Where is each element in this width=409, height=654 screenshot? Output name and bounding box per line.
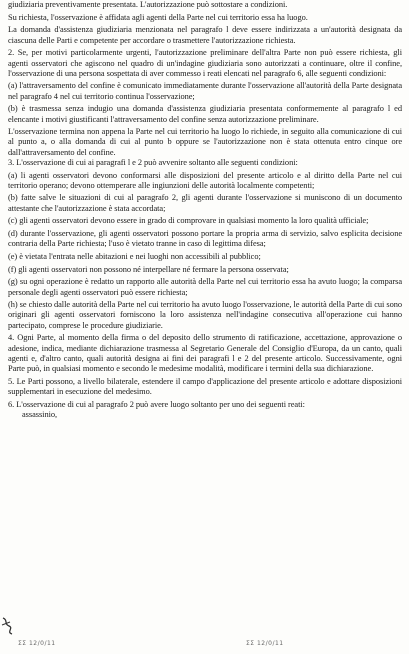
page-stamp-left: ΣΣ 12/0/11 <box>18 640 56 647</box>
item-3h: (h) se chiesto dalle autorità della Parte nel cui territorio ha avuto luogo l'osservazione, le autorità della Parte di cui sono originari gli agenti osservatori forniscono la loro assistenza nell'indagine consecutiva all'operazione cui hanno partecipato, comprese le procedure giudiziarie. <box>8 300 403 330</box>
page-stamp-right: ΣΣ 12/0/11 <box>246 640 284 647</box>
paragraph-2-urgent: 2. Se, per motivi particolarmente urgenti, l'autorizzazione preliminare dell'altra Parte non può essere richiesta, gli agenti osservatori che agiscono nel quadro di un'indagine giudiziaria sono autorizzati a continuare, oltre il confine, l'osservazione di una persona sospettata di aver commesso i reati elencati nel paragrafo 6, alle seguenti condizioni: <box>8 48 402 78</box>
item-3d: (d) durante l'osservazione, gli agenti osservatori possono portare la propria arma di servizio, salvo esplicita decisione contraria della Parte richiesta; l'uso è vietato tranne in caso di legittima difesa; <box>8 229 402 249</box>
offence-list-item: assassinio, <box>22 409 58 419</box>
paragraph-observation-ends: L'osservazione termina non appena la Parte nel cui territorio ha luogo lo richiede, in seguito alla comunicazione di cui al punto a, o alla domanda di cui al punto b oppure se l'autorizzazione non è stata ottenuta entro cinque ore dall'attraversamento del confine. <box>8 127 402 157</box>
item-3c: (c) gli agenti osservatori devono essere in grado di comprovare in qualsiasi momento la loro qualità ufficiale; <box>8 216 369 226</box>
paragraph-on-request: Su richiesta, l'osservazione è affidata agli agenti della Parte nel cui territorio essa ha luogo. <box>8 12 308 22</box>
item-3f: (f) gli agenti osservatori non possono né interpellare né fermare la persona osservata; <box>8 264 289 274</box>
document-page <box>8 0 402 420</box>
item-3g: (g) su ogni operazione è redatto un rapporto alle autorità della Parte nel cui territorio essa ha avuto luogo; la comparsa personale degli agenti osservatori può essere richiesta; <box>8 277 402 297</box>
paragraph-4-declaration: 4. Ogni Parte, al momento della firma o del deposito dello strumento di ratificazione, accettazione, approvazione o adesione, indica, mediante dichiarazione trasmessa al Segretario Generale del Consiglio d'Europa, da un canto, quali agenti e, d'altro canto, quali autorità designa ai fini dei paragrafi l e 2 del presente articolo. Successivamente, ogni Parte può, in qualsiasi momento e secondo le medesime modalità, modificare i termini della sua dichiarazione. <box>8 333 402 373</box>
item-3a: (a) li agenti osservatori devono conformarsi alle disposizioni del presente articolo e al diritto della Parte nel cui territorio operano; devono ottemperare alle ingiunzioni delle autorità localmente competenti; <box>8 170 402 190</box>
margin-scribble-icon <box>0 616 18 636</box>
paragraph-6-offences: 6. L'osservazione di cui al paragrafo 2 può avere luogo soltanto per uno dei seguenti reati: <box>8 399 305 409</box>
paragraph-3-conditions: 3. L'osservazione di cui ai paragrafi l e 2 può avvenire soltanto alle seguenti condizioni: <box>8 157 298 167</box>
item-2b: (b) è trasmessa senza indugio una domanda d'assistenza giudiziaria presentata conformemente al paragrafo l ed elencante i motivi giustificanti l'attraversamento del confine senza autorizzazione preliminare. <box>8 104 402 124</box>
paragraph-5-bilateral: 5. Le Parti possono, a livello bilaterale, estendere il campo d'applicazione del presente articolo e adottare disposizioni supplementari in esecuzione del medesimo. <box>8 376 402 396</box>
item-2a: (a) l'attraversamento del confine è comunicato immediatamente durante l'osservazione all'autorità della Parte designata nel paragrafo 4 nel cui territorio continua l'osservazione; <box>8 81 402 101</box>
paragraph-request-addressed: La domanda d'assistenza giudiziaria menzionata nel paragrafo l deve essere indirizzata a un'autorità designata da ciascuna delle Parti e competente per accordare o trasmettere l'autorizzazione richiesta. <box>8 25 402 45</box>
item-3b: (b) fatte salve le situazioni di cui al paragrafo 2, gli agenti durante l'osservazione si muniscono di un documento attestante che l'autorizzazione è stata accordata; <box>8 193 402 213</box>
item-3e: (e) è vietata l'entrata nelle abitazioni e nei luoghi non accessibili al pubblico; <box>8 251 261 261</box>
paragraph-authorization-conditions: giudiziaria preventivamente presentata. L'autorizzazione può sottostare a condizioni. <box>8 0 288 9</box>
